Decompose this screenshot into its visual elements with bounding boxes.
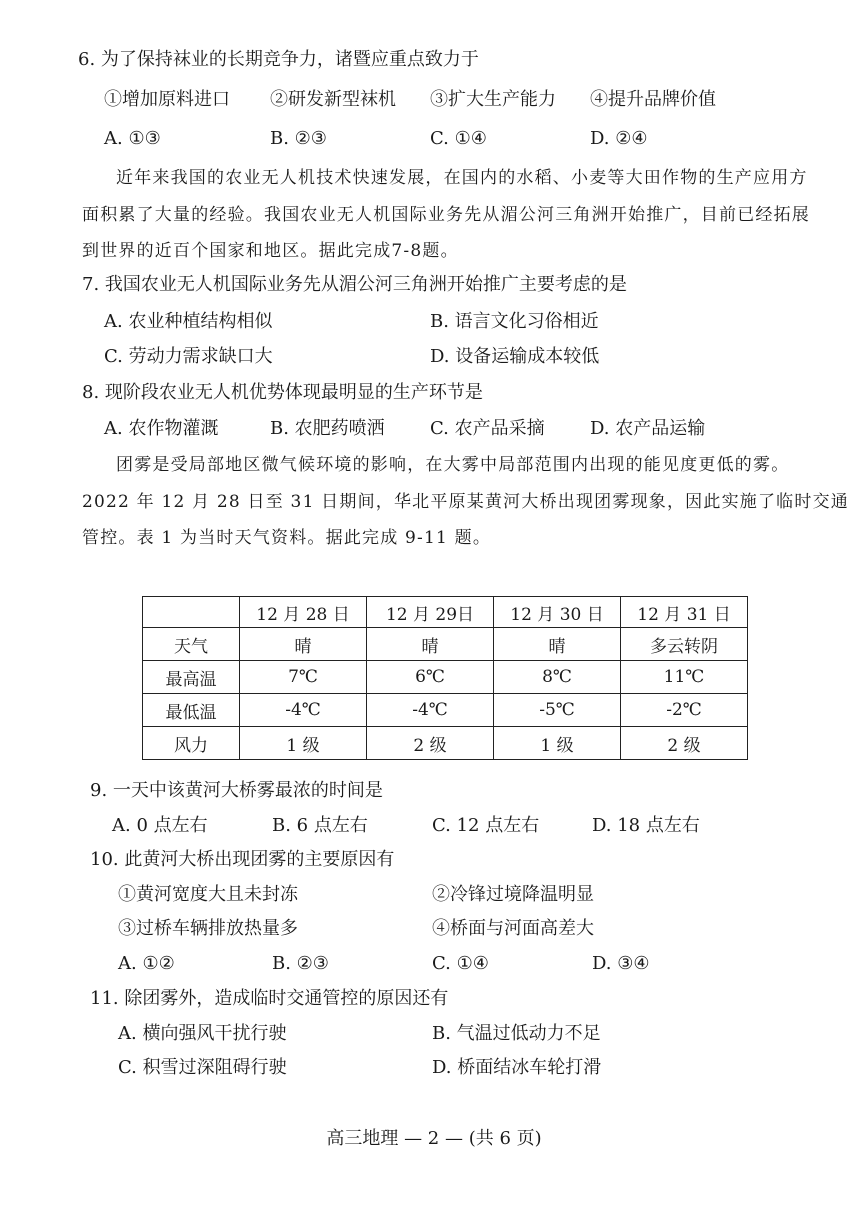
passage2-line-1: 团雾是受局部地区微气候环境的影响，在大雾中局部范围内出现的能见度更低的雾。 [116,455,790,475]
q6-option-c: C. ①④ [430,128,487,149]
question-9-title: 9. 一天中该黄河大桥雾最浓的时间是 [90,780,383,801]
question-11-title: 11. 除团雾外，造成临时交通管控的原因还有 [90,988,449,1009]
q11-option-a: A. 横向强风干扰行驶 [118,1023,287,1044]
table-date-cell: 12 月 29日 [367,597,494,628]
table-row [143,661,748,694]
q7-option-c: C. 劳动力需求缺口大 [104,346,273,367]
table-date-cell: 12 月 31 日 [621,597,748,628]
q9-option-c: C. 12 点左右 [432,815,540,836]
table-cell: 晴 [494,628,621,661]
q8-option-c: C. 农产品采摘 [430,418,545,439]
table-cell: 11℃ [621,661,748,694]
table-corner-cell [143,597,240,628]
q10-item-4: ④桥面与河面高差大 [432,918,594,939]
q8-option-b: B. 农肥药喷洒 [270,418,385,439]
q10-item-3: ③过桥车辆排放热量多 [118,918,298,939]
q10-item-1: ①黄河宽度大且未封冻 [118,884,298,905]
passage1-line-1: 近年来我国的农业无人机技术快速发展，在国内的水稻、小麦等大田作物的生产应用方 [116,168,808,188]
table-cell: 2 级 [621,727,748,760]
q8-option-a: A. 农作物灌溉 [104,418,219,439]
q10-item-2: ②冷锋过境降温明显 [432,884,594,905]
table-row [143,694,748,727]
table-header-row [143,597,748,628]
table-cell: 晴 [240,628,367,661]
table-row-label: 最低温 [143,694,240,727]
q6-item-2: ②研发新型袜机 [270,89,396,110]
question-10-title: 10. 此黄河大桥出现团雾的主要原因有 [90,849,395,870]
table-cell: 2 级 [367,727,494,760]
q9-option-a: A. 0 点左右 [112,815,208,836]
q6-item-3: ③扩大生产能力 [430,89,556,110]
question-7-title: 7. 我国农业无人机国际业务先从湄公河三角洲开始推广主要考虑的是 [82,274,627,295]
table-cell: 1 级 [494,727,621,760]
table-date-cell: 12 月 28 日 [240,597,367,628]
table-cell: -4℃ [240,694,367,727]
passage1-line-3: 到世界的近百个国家和地区。据此完成7-8题。 [82,241,459,261]
q10-option-c: C. ①④ [432,953,489,974]
passage1-line-2: 面积累了大量的经验。我国农业无人机国际业务先从湄公河三角洲开始推广，目前已经拓展 [82,205,810,225]
table-row [143,628,748,661]
q7-option-a: A. 农业种植结构相似 [104,311,273,332]
q6-option-d: D. ②④ [590,128,648,149]
q11-option-b: B. 气温过低动力不足 [432,1023,601,1044]
q11-option-d: D. 桥面结冰车轮打滑 [432,1057,602,1078]
q6-item-4: ④提升品牌价值 [590,89,716,110]
table-cell: -2℃ [621,694,748,727]
table-cell: 多云转阴 [621,628,748,661]
table-cell: 6℃ [367,661,494,694]
table-row-label: 最高温 [143,661,240,694]
q10-option-b: B. ②③ [272,953,329,974]
table-cell: -4℃ [367,694,494,727]
table-cell: 1 级 [240,727,367,760]
q9-option-b: B. 6 点左右 [272,815,368,836]
q9-option-d: D. 18 点左右 [592,815,700,836]
q10-option-d: D. ③④ [592,953,650,974]
table-row [143,727,748,760]
table-cell: 晴 [367,628,494,661]
q6-option-a: A. ①③ [104,128,161,149]
q11-option-c: C. 积雪过深阻碍行驶 [118,1057,287,1078]
page-footer: 高三地理 — 2 — (共 6 页) [326,1128,542,1149]
weather-table [142,596,748,760]
table-date-cell: 12 月 30 日 [494,597,621,628]
passage2-line-2: 2022 年 12 月 28 日至 31 日期间，华北平原某黄河大桥出现团雾现象，因此实施了临时交通 [82,492,849,512]
table-row-label: 天气 [143,628,240,661]
table-row-label: 风力 [143,727,240,760]
question-6-title: 6. 为了保持袜业的长期竞争力，诸暨应重点致力于 [78,49,479,70]
q6-item-1: ①增加原料进口 [104,89,230,110]
table-cell: -5℃ [494,694,621,727]
q7-option-d: D. 设备运输成本较低 [430,346,600,367]
passage2-line-3: 管控。表 1 为当时天气资料。据此完成 9-11 题。 [82,528,492,548]
q6-option-b: B. ②③ [270,128,327,149]
question-8-title: 8. 现阶段农业无人机优势体现最明显的生产环节是 [82,382,483,403]
q10-option-a: A. ①② [118,953,175,974]
table-cell: 8℃ [494,661,621,694]
q8-option-d: D. 农产品运输 [590,418,706,439]
q7-option-b: B. 语言文化习俗相近 [430,311,599,332]
table-cell: 7℃ [240,661,367,694]
